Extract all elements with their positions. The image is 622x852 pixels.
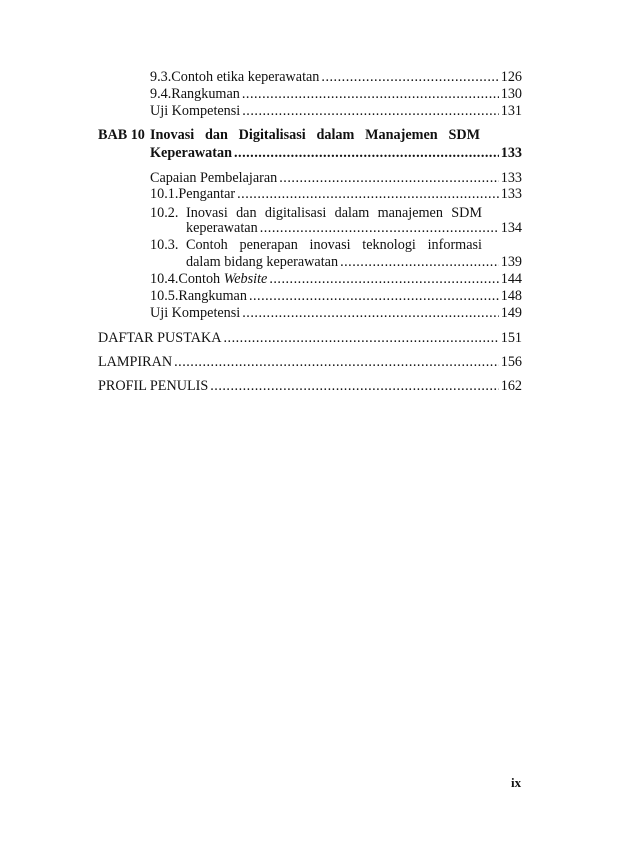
dot-leader (249, 288, 499, 305)
toc-entry-uji-kompetensi-9[interactable] (150, 103, 522, 120)
dot-leader (242, 305, 498, 322)
section-number: 9.3. (150, 69, 172, 85)
dot-leader (223, 330, 498, 347)
word: Manajemen (365, 127, 438, 143)
word: dalam (316, 127, 355, 143)
toc-entry-10-4[interactable] (150, 271, 522, 288)
entry-title: Pengantar (178, 186, 236, 202)
page-number: 151 (500, 330, 522, 346)
entry-title-line2 (186, 220, 522, 237)
dot-leader (210, 378, 498, 395)
word: manajemen (377, 205, 443, 221)
word: dan (236, 205, 257, 221)
entry-title-line1 (186, 237, 482, 254)
entry-title: Contoh etika keperawatan (171, 69, 320, 85)
dot-leader (279, 170, 498, 187)
word: digitalisasi (264, 205, 327, 221)
page-number: 126 (500, 69, 522, 85)
dot-leader (174, 354, 499, 371)
word: teknologi (362, 237, 416, 253)
section-number: 10.3. (150, 237, 179, 253)
toc-entry-profil-penulis[interactable] (98, 378, 522, 395)
page-number: 130 (500, 86, 522, 102)
toc-entry-uji-kompetensi-10[interactable] (150, 305, 522, 322)
dot-leader (242, 86, 499, 103)
word: inovasi (309, 237, 351, 253)
page-number: 133 (500, 145, 522, 161)
dot-leader (321, 69, 498, 86)
page-number: 148 (500, 288, 522, 304)
word: SDM (448, 127, 480, 143)
page-number: 139 (500, 254, 522, 270)
entry-title: keperawatan (186, 220, 258, 236)
entry-title: dalam bidang keperawatan (186, 254, 339, 270)
entry-title: Uji Kompetensi (150, 305, 241, 321)
entry-title: LAMPIRAN (98, 354, 173, 370)
dot-leader (234, 145, 499, 162)
page-number: 133 (500, 186, 522, 202)
entry-title: Keperawatan (150, 145, 232, 161)
chapter-title-line1 (150, 127, 480, 144)
dot-leader (269, 271, 498, 288)
entry-title: Uji Kompetensi (150, 103, 241, 119)
toc-entry-capaian-pembelajaran[interactable] (150, 170, 522, 187)
section-number: 10.1. (150, 186, 179, 202)
word: dan (204, 127, 228, 143)
page-number: 131 (500, 103, 522, 119)
word: Inovasi (150, 127, 195, 143)
dot-leader (340, 254, 499, 271)
word: Digitalisasi (238, 127, 306, 143)
page-number: 144 (500, 271, 522, 287)
section-number: 10.5. (150, 288, 179, 304)
page-number: 133 (500, 170, 522, 186)
chapter-label: BAB 10 (98, 127, 145, 143)
entry-title-italic: Website (223, 271, 268, 287)
entry-title: DAFTAR PUSTAKA (98, 330, 222, 346)
page-number: 134 (500, 220, 522, 236)
section-number: 10.2. (150, 205, 179, 221)
entry-title-plain: Contoh (178, 271, 224, 287)
toc-entry-9-4[interactable] (150, 86, 522, 103)
chapter-title-line2 (150, 145, 522, 162)
entry-title: Rangkuman (171, 86, 240, 102)
entry-title: Rangkuman (178, 288, 247, 304)
toc-entry-10-5[interactable] (150, 288, 522, 305)
page-number: 162 (500, 378, 522, 394)
page-number: 149 (500, 305, 522, 321)
word: Inovasi (186, 205, 228, 221)
toc-entry-10-1[interactable] (150, 186, 522, 203)
toc-entry-lampiran[interactable] (98, 354, 522, 371)
section-number: 10.4. (150, 271, 179, 287)
page-number: 156 (500, 354, 522, 370)
word: informasi (427, 237, 482, 253)
dot-leader (237, 186, 499, 203)
word: penerapan (239, 237, 298, 253)
entry-title: Capaian Pembelajaran (150, 170, 278, 186)
dot-leader (260, 220, 499, 237)
footer-page-number: ix (511, 775, 522, 790)
entry-title (178, 271, 267, 288)
entry-title-line2 (186, 254, 522, 271)
toc-entry-daftar-pustaka[interactable] (98, 330, 522, 347)
word: dalam (334, 205, 370, 221)
section-number: 9.4. (150, 86, 172, 102)
toc-entry-9-3[interactable] (150, 69, 522, 86)
word: Contoh (186, 237, 228, 253)
entry-title: PROFIL PENULIS (98, 378, 209, 394)
dot-leader (242, 103, 498, 120)
word: SDM (451, 205, 482, 221)
